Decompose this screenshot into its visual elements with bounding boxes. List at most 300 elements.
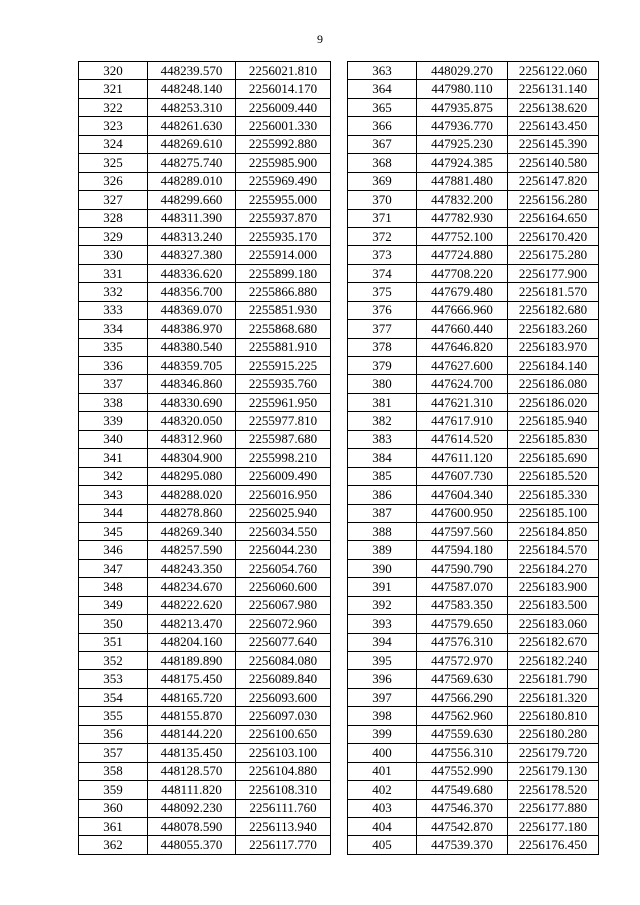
- table-row: [348, 486, 599, 504]
- table-row: [348, 301, 599, 319]
- table-row: [348, 264, 599, 282]
- point-number-cell: 336: [79, 357, 148, 375]
- x-coordinate-cell: 448380.540: [148, 338, 236, 356]
- point-number-cell: 372: [348, 227, 417, 245]
- point-number-cell: 365: [348, 98, 417, 116]
- table-row: [348, 633, 599, 651]
- table-row: [348, 596, 599, 614]
- x-coordinate-cell: 448295.080: [148, 467, 236, 485]
- y-coordinate-cell: 2256103.100: [236, 744, 331, 762]
- point-number-cell: 330: [79, 246, 148, 264]
- x-coordinate-cell: 448111.820: [148, 781, 236, 799]
- point-number-cell: 350: [79, 615, 148, 633]
- x-coordinate-cell: 448078.590: [148, 817, 236, 835]
- x-coordinate-cell: 448304.900: [148, 449, 236, 467]
- table-row: [79, 486, 331, 504]
- y-coordinate-cell: 2256181.570: [508, 283, 599, 301]
- y-coordinate-cell: 2255851.930: [236, 301, 331, 319]
- table-row: [348, 688, 599, 706]
- point-number-cell: 341: [79, 449, 148, 467]
- x-coordinate-cell: 448369.070: [148, 301, 236, 319]
- table-row: [79, 615, 331, 633]
- point-number-cell: 387: [348, 504, 417, 522]
- x-coordinate-cell: 448269.340: [148, 522, 236, 540]
- x-coordinate-cell: 448359.705: [148, 357, 236, 375]
- x-coordinate-cell: 447607.730: [417, 467, 508, 485]
- table-row: [79, 817, 331, 835]
- point-number-cell: 346: [79, 541, 148, 559]
- y-coordinate-cell: 2256183.900: [508, 578, 599, 596]
- table-row: [348, 412, 599, 430]
- table-row: [348, 670, 599, 688]
- point-number-cell: 339: [79, 412, 148, 430]
- x-coordinate-cell: 448055.370: [148, 836, 236, 854]
- table-row: [79, 688, 331, 706]
- x-coordinate-cell: 448204.160: [148, 633, 236, 651]
- y-coordinate-cell: 2256009.440: [236, 98, 331, 116]
- x-coordinate-cell: 448386.970: [148, 320, 236, 338]
- x-coordinate-cell: 447576.310: [417, 633, 508, 651]
- table-row: [348, 817, 599, 835]
- point-number-cell: 397: [348, 688, 417, 706]
- table-row: [79, 762, 331, 780]
- x-coordinate-cell: 447556.310: [417, 744, 508, 762]
- table-row: [79, 725, 331, 743]
- y-coordinate-cell: 2256185.520: [508, 467, 599, 485]
- x-coordinate-cell: 448128.570: [148, 762, 236, 780]
- y-coordinate-cell: 2256147.820: [508, 172, 599, 190]
- point-number-cell: 379: [348, 357, 417, 375]
- table-row: [79, 320, 331, 338]
- y-coordinate-cell: 2256014.170: [236, 80, 331, 98]
- table-row: [79, 264, 331, 282]
- x-coordinate-cell: 447569.630: [417, 670, 508, 688]
- point-number-cell: 371: [348, 209, 417, 227]
- table-row: [79, 357, 331, 375]
- point-number-cell: 377: [348, 320, 417, 338]
- table-row: [79, 227, 331, 245]
- y-coordinate-cell: 2256184.270: [508, 559, 599, 577]
- y-coordinate-cell: 2256001.330: [236, 117, 331, 135]
- y-coordinate-cell: 2256183.970: [508, 338, 599, 356]
- table-row: [348, 283, 599, 301]
- y-coordinate-cell: 2256164.650: [508, 209, 599, 227]
- point-number-cell: 323: [79, 117, 148, 135]
- y-coordinate-cell: 2256100.650: [236, 725, 331, 743]
- table-row: [348, 522, 599, 540]
- point-number-cell: 344: [79, 504, 148, 522]
- table-row: [79, 652, 331, 670]
- table-row: [348, 799, 599, 817]
- x-coordinate-cell: 447660.440: [417, 320, 508, 338]
- table-row: [79, 62, 331, 80]
- x-coordinate-cell: 447552.990: [417, 762, 508, 780]
- x-coordinate-cell: 447936.770: [417, 117, 508, 135]
- y-coordinate-cell: 2256176.450: [508, 836, 599, 854]
- x-coordinate-cell: 447724.880: [417, 246, 508, 264]
- y-coordinate-cell: 2256178.520: [508, 781, 599, 799]
- table-row: [348, 652, 599, 670]
- table-row: [79, 670, 331, 688]
- y-coordinate-cell: 2255914.000: [236, 246, 331, 264]
- table-row: [79, 522, 331, 540]
- point-number-cell: 385: [348, 467, 417, 485]
- y-coordinate-cell: 2256183.060: [508, 615, 599, 633]
- y-coordinate-cell: 2256185.100: [508, 504, 599, 522]
- x-coordinate-cell: 448336.620: [148, 264, 236, 282]
- y-coordinate-cell: 2255977.810: [236, 412, 331, 430]
- x-coordinate-cell: 448278.860: [148, 504, 236, 522]
- x-coordinate-cell: 448275.740: [148, 154, 236, 172]
- y-coordinate-cell: 2256067.980: [236, 596, 331, 614]
- table-row: [79, 135, 331, 153]
- table-row: [79, 744, 331, 762]
- y-coordinate-cell: 2256097.030: [236, 707, 331, 725]
- point-number-cell: 368: [348, 154, 417, 172]
- point-number-cell: 326: [79, 172, 148, 190]
- table-row: [348, 467, 599, 485]
- point-number-cell: 401: [348, 762, 417, 780]
- point-number-cell: 324: [79, 135, 148, 153]
- point-number-cell: 349: [79, 596, 148, 614]
- table-row: [79, 633, 331, 651]
- point-number-cell: 338: [79, 393, 148, 411]
- x-coordinate-cell: 448175.450: [148, 670, 236, 688]
- table-row: [79, 412, 331, 430]
- y-coordinate-cell: 2256089.840: [236, 670, 331, 688]
- point-number-cell: 321: [79, 80, 148, 98]
- table-row: [79, 283, 331, 301]
- x-coordinate-cell: 448222.620: [148, 596, 236, 614]
- x-coordinate-cell: 448253.310: [148, 98, 236, 116]
- point-number-cell: 375: [348, 283, 417, 301]
- point-number-cell: 335: [79, 338, 148, 356]
- x-coordinate-cell: 448213.470: [148, 615, 236, 633]
- x-coordinate-cell: 447611.120: [417, 449, 508, 467]
- y-coordinate-cell: 2256185.330: [508, 486, 599, 504]
- y-coordinate-cell: 2256060.600: [236, 578, 331, 596]
- y-coordinate-cell: 2255881.910: [236, 338, 331, 356]
- point-number-cell: 337: [79, 375, 148, 393]
- point-number-cell: 358: [79, 762, 148, 780]
- y-coordinate-cell: 2256182.670: [508, 633, 599, 651]
- x-coordinate-cell: 447562.960: [417, 707, 508, 725]
- table-row: [79, 172, 331, 190]
- point-number-cell: 369: [348, 172, 417, 190]
- point-number-cell: 347: [79, 559, 148, 577]
- y-coordinate-cell: 2256140.580: [508, 154, 599, 172]
- x-coordinate-cell: 448327.380: [148, 246, 236, 264]
- table-row: [79, 799, 331, 817]
- x-coordinate-cell: 448312.960: [148, 430, 236, 448]
- point-number-cell: 334: [79, 320, 148, 338]
- x-coordinate-cell: 448261.630: [148, 117, 236, 135]
- point-number-cell: 386: [348, 486, 417, 504]
- y-coordinate-cell: 2256186.080: [508, 375, 599, 393]
- y-coordinate-cell: 2256009.490: [236, 467, 331, 485]
- x-coordinate-cell: 448356.700: [148, 283, 236, 301]
- y-coordinate-cell: 2256179.720: [508, 744, 599, 762]
- y-coordinate-cell: 2255866.880: [236, 283, 331, 301]
- y-coordinate-cell: 2256054.760: [236, 559, 331, 577]
- x-coordinate-cell: 448269.610: [148, 135, 236, 153]
- table-row: [79, 596, 331, 614]
- x-coordinate-cell: 447708.220: [417, 264, 508, 282]
- y-coordinate-cell: 2256021.810: [236, 62, 331, 80]
- table-row: [79, 98, 331, 116]
- table-row: [79, 338, 331, 356]
- table-row: [79, 781, 331, 799]
- point-number-cell: 398: [348, 707, 417, 725]
- x-coordinate-cell: 448313.240: [148, 227, 236, 245]
- point-number-cell: 393: [348, 615, 417, 633]
- x-coordinate-cell: 448320.050: [148, 412, 236, 430]
- y-coordinate-cell: 2255961.950: [236, 393, 331, 411]
- x-coordinate-cell: 447594.180: [417, 541, 508, 559]
- y-coordinate-cell: 2256184.570: [508, 541, 599, 559]
- table-row: [348, 578, 599, 596]
- y-coordinate-cell: 2256131.140: [508, 80, 599, 98]
- page-number: 9: [317, 32, 323, 46]
- y-coordinate-cell: 2256183.260: [508, 320, 599, 338]
- table-row: [348, 246, 599, 264]
- table-row: [348, 375, 599, 393]
- x-coordinate-cell: 448346.860: [148, 375, 236, 393]
- table-row: [348, 725, 599, 743]
- y-coordinate-cell: 2256044.230: [236, 541, 331, 559]
- point-number-cell: 392: [348, 596, 417, 614]
- point-number-cell: 333: [79, 301, 148, 319]
- point-number-cell: 359: [79, 781, 148, 799]
- x-coordinate-cell: 447752.100: [417, 227, 508, 245]
- table-row: [79, 707, 331, 725]
- y-coordinate-cell: 2256170.420: [508, 227, 599, 245]
- point-number-cell: 361: [79, 817, 148, 835]
- x-coordinate-cell: 447925.230: [417, 135, 508, 153]
- point-number-cell: 389: [348, 541, 417, 559]
- table-row: [348, 154, 599, 172]
- y-coordinate-cell: 2256186.020: [508, 393, 599, 411]
- y-coordinate-cell: 2255992.880: [236, 135, 331, 153]
- x-coordinate-cell: 447590.790: [417, 559, 508, 577]
- table-row: [79, 375, 331, 393]
- x-coordinate-cell: 447832.200: [417, 191, 508, 209]
- y-coordinate-cell: 2256138.620: [508, 98, 599, 116]
- y-coordinate-cell: 2255987.680: [236, 430, 331, 448]
- x-coordinate-cell: 448257.590: [148, 541, 236, 559]
- y-coordinate-cell: 2256016.950: [236, 486, 331, 504]
- point-number-cell: 399: [348, 725, 417, 743]
- x-coordinate-cell: 447624.700: [417, 375, 508, 393]
- y-coordinate-cell: 2256185.690: [508, 449, 599, 467]
- y-coordinate-cell: 2255955.000: [236, 191, 331, 209]
- y-coordinate-cell: 2256184.850: [508, 522, 599, 540]
- point-number-cell: 370: [348, 191, 417, 209]
- x-coordinate-cell: 447600.950: [417, 504, 508, 522]
- table-row: [348, 338, 599, 356]
- x-coordinate-cell: 447646.820: [417, 338, 508, 356]
- y-coordinate-cell: 2255969.490: [236, 172, 331, 190]
- table-row: [348, 541, 599, 559]
- point-number-cell: 348: [79, 578, 148, 596]
- point-number-cell: 356: [79, 725, 148, 743]
- point-number-cell: 400: [348, 744, 417, 762]
- y-coordinate-cell: 2256177.180: [508, 817, 599, 835]
- point-number-cell: 328: [79, 209, 148, 227]
- table-row: [348, 393, 599, 411]
- table-row: [348, 172, 599, 190]
- table-row: [79, 578, 331, 596]
- x-coordinate-cell: 448144.220: [148, 725, 236, 743]
- coordinates-table-left-body: [79, 62, 331, 855]
- point-number-cell: 343: [79, 486, 148, 504]
- table-row: [348, 227, 599, 245]
- table-row: [79, 191, 331, 209]
- x-coordinate-cell: 448289.010: [148, 172, 236, 190]
- y-coordinate-cell: 2256182.240: [508, 652, 599, 670]
- y-coordinate-cell: 2256156.280: [508, 191, 599, 209]
- x-coordinate-cell: 448155.870: [148, 707, 236, 725]
- point-number-cell: 362: [79, 836, 148, 854]
- x-coordinate-cell: 448248.140: [148, 80, 236, 98]
- table-row: [79, 504, 331, 522]
- point-number-cell: 364: [348, 80, 417, 98]
- x-coordinate-cell: 447881.480: [417, 172, 508, 190]
- y-coordinate-cell: 2255935.170: [236, 227, 331, 245]
- point-number-cell: 340: [79, 430, 148, 448]
- y-coordinate-cell: 2255937.870: [236, 209, 331, 227]
- table-row: [348, 135, 599, 153]
- y-coordinate-cell: 2256180.280: [508, 725, 599, 743]
- point-number-cell: 390: [348, 559, 417, 577]
- table-row: [79, 301, 331, 319]
- x-coordinate-cell: 447935.875: [417, 98, 508, 116]
- table-row: [79, 246, 331, 264]
- point-number-cell: 360: [79, 799, 148, 817]
- y-coordinate-cell: 2255985.900: [236, 154, 331, 172]
- point-number-cell: 355: [79, 707, 148, 725]
- x-coordinate-cell: 447924.385: [417, 154, 508, 172]
- table-row: [348, 80, 599, 98]
- x-coordinate-cell: 447566.290: [417, 688, 508, 706]
- table-row: [79, 393, 331, 411]
- point-number-cell: 405: [348, 836, 417, 854]
- y-coordinate-cell: 2255935.760: [236, 375, 331, 393]
- x-coordinate-cell: 448135.450: [148, 744, 236, 762]
- y-coordinate-cell: 2255998.210: [236, 449, 331, 467]
- point-number-cell: 354: [79, 688, 148, 706]
- table-row: [348, 62, 599, 80]
- y-coordinate-cell: 2255899.180: [236, 264, 331, 282]
- point-number-cell: 380: [348, 375, 417, 393]
- y-coordinate-cell: 2256093.600: [236, 688, 331, 706]
- x-coordinate-cell: 448311.390: [148, 209, 236, 227]
- point-number-cell: 402: [348, 781, 417, 799]
- table-row: [79, 467, 331, 485]
- x-coordinate-cell: 448330.690: [148, 393, 236, 411]
- y-coordinate-cell: 2256025.940: [236, 504, 331, 522]
- x-coordinate-cell: 448092.230: [148, 799, 236, 817]
- x-coordinate-cell: 447617.910: [417, 412, 508, 430]
- point-number-cell: 388: [348, 522, 417, 540]
- y-coordinate-cell: 2256034.550: [236, 522, 331, 540]
- x-coordinate-cell: 448189.890: [148, 652, 236, 670]
- x-coordinate-cell: 447614.520: [417, 430, 508, 448]
- x-coordinate-cell: 448288.020: [148, 486, 236, 504]
- point-number-cell: 357: [79, 744, 148, 762]
- point-number-cell: 322: [79, 98, 148, 116]
- table-row: [348, 357, 599, 375]
- point-number-cell: 378: [348, 338, 417, 356]
- y-coordinate-cell: 2256181.320: [508, 688, 599, 706]
- point-number-cell: 363: [348, 62, 417, 80]
- point-number-cell: 394: [348, 633, 417, 651]
- point-number-cell: 345: [79, 522, 148, 540]
- table-row: [348, 98, 599, 116]
- x-coordinate-cell: 447666.960: [417, 301, 508, 319]
- point-number-cell: 403: [348, 799, 417, 817]
- table-row: [348, 117, 599, 135]
- y-coordinate-cell: 2256145.390: [508, 135, 599, 153]
- y-coordinate-cell: 2256184.140: [508, 357, 599, 375]
- point-number-cell: 374: [348, 264, 417, 282]
- x-coordinate-cell: 447587.070: [417, 578, 508, 596]
- table-row: [348, 781, 599, 799]
- x-coordinate-cell: 447782.930: [417, 209, 508, 227]
- x-coordinate-cell: 447604.340: [417, 486, 508, 504]
- y-coordinate-cell: 2256077.640: [236, 633, 331, 651]
- y-coordinate-cell: 2256117.770: [236, 836, 331, 854]
- x-coordinate-cell: 447542.870: [417, 817, 508, 835]
- y-coordinate-cell: 2256143.450: [508, 117, 599, 135]
- table-row: [79, 559, 331, 577]
- x-coordinate-cell: 448234.670: [148, 578, 236, 596]
- y-coordinate-cell: 2256104.880: [236, 762, 331, 780]
- y-coordinate-cell: 2256180.810: [508, 707, 599, 725]
- y-coordinate-cell: 2256182.680: [508, 301, 599, 319]
- x-coordinate-cell: 447627.600: [417, 357, 508, 375]
- y-coordinate-cell: 2256175.280: [508, 246, 599, 264]
- x-coordinate-cell: 447579.650: [417, 615, 508, 633]
- table-row: [79, 836, 331, 854]
- point-number-cell: 404: [348, 817, 417, 835]
- coordinates-table-left: [78, 61, 331, 855]
- point-number-cell: 351: [79, 633, 148, 651]
- point-number-cell: 396: [348, 670, 417, 688]
- table-row: [348, 320, 599, 338]
- x-coordinate-cell: 447621.310: [417, 393, 508, 411]
- table-row: [79, 449, 331, 467]
- table-row: [79, 80, 331, 98]
- table-row: [348, 707, 599, 725]
- x-coordinate-cell: 447583.350: [417, 596, 508, 614]
- point-number-cell: 373: [348, 246, 417, 264]
- y-coordinate-cell: 2256185.940: [508, 412, 599, 430]
- point-number-cell: 366: [348, 117, 417, 135]
- coordinates-table-right-body: [348, 62, 599, 855]
- y-coordinate-cell: 2256181.790: [508, 670, 599, 688]
- x-coordinate-cell: 448243.350: [148, 559, 236, 577]
- point-number-cell: 327: [79, 191, 148, 209]
- y-coordinate-cell: 2256072.960: [236, 615, 331, 633]
- x-coordinate-cell: 448029.270: [417, 62, 508, 80]
- y-coordinate-cell: 2256185.830: [508, 430, 599, 448]
- table-row: [348, 430, 599, 448]
- y-coordinate-cell: 2256177.900: [508, 264, 599, 282]
- y-coordinate-cell: 2256122.060: [508, 62, 599, 80]
- point-number-cell: 384: [348, 449, 417, 467]
- point-number-cell: 391: [348, 578, 417, 596]
